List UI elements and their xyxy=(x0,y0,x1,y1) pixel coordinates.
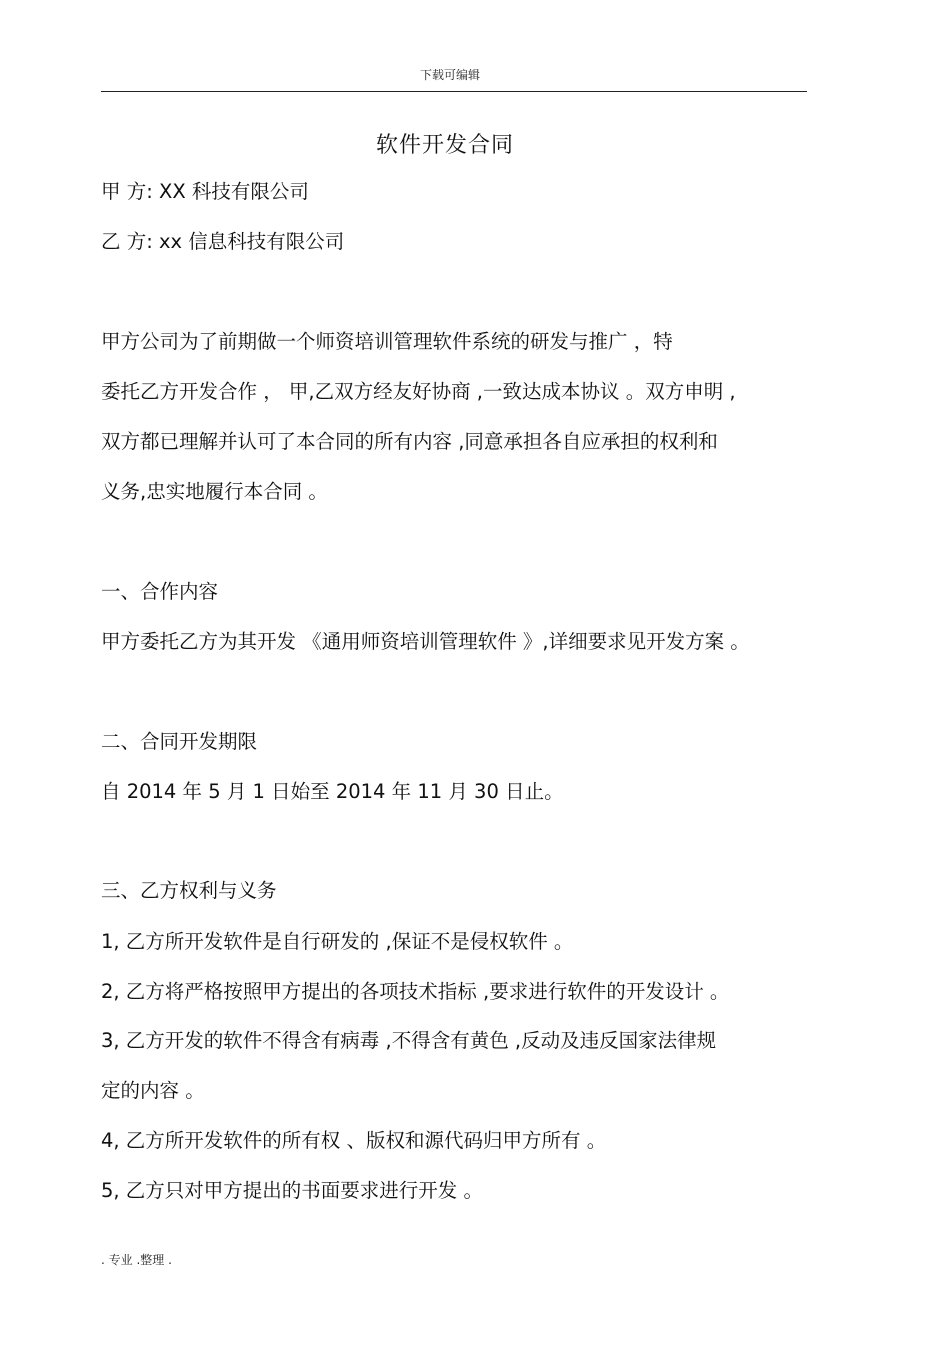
list-item: 5, 乙方只对甲方提出的书面要求进行开发 。 xyxy=(101,1179,484,1202)
section-heading: 一、合作内容 xyxy=(101,580,219,603)
list-item: 3, 乙方开发的软件不得含有病毒 ,不得含有黄色 ,反动及违反国家法律规 xyxy=(101,1029,717,1052)
party-a: 甲 方: XX 科技有限公司 xyxy=(101,180,309,203)
preamble-line: 甲方公司为了前期做一个师资培训管理软件系统的研发与推广 ，特 xyxy=(101,330,673,353)
party-b: 乙 方: xx 信息科技有限公司 xyxy=(101,230,345,253)
list-item: 2, 乙方将严格按照甲方提出的各项技术指标 ,要求进行软件的开发设计 。 xyxy=(101,980,730,1003)
preamble-line: 委托乙方开发合作 ， 甲,乙双方经友好协商 ,一致达成本协议 。双方申明 , xyxy=(101,380,736,403)
list-item: 定的内容 。 xyxy=(101,1079,205,1102)
section-body: 自 2014 年 5 月 1 日始至 2014 年 11 月 30 日止。 xyxy=(101,780,564,803)
document-title: 软件开发合同 xyxy=(375,133,514,158)
preamble-line: 义务,忠实地履行本合同 。 xyxy=(101,480,328,503)
section-body: 甲方委托乙方为其开发 《通用师资培训管理软件 》,详细要求见开发方案 。 xyxy=(101,630,750,653)
page-footer: . 专业 .整理 . xyxy=(101,1253,172,1267)
header-divider xyxy=(101,91,807,92)
preamble-line: 双方都已理解并认可了本合同的所有内容 ,同意承担各自应承担的权利和 xyxy=(101,430,718,453)
list-item: 1, 乙方所开发软件是自行研发的 ,保证不是侵权软件 。 xyxy=(101,930,574,953)
list-item: 4, 乙方所开发软件的所有权 、版权和源代码归甲方所有 。 xyxy=(101,1129,607,1152)
section-heading: 二、合同开发期限 xyxy=(101,730,258,753)
section-heading: 三、乙方权利与义务 xyxy=(101,879,277,902)
page-header: 下载可编辑 xyxy=(419,68,480,82)
